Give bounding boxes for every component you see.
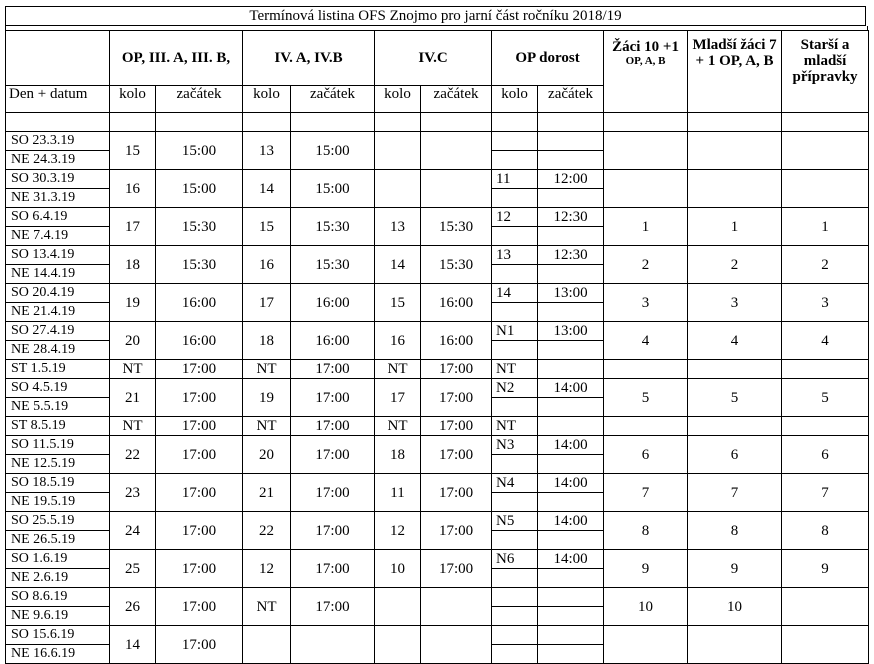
kolo-cell: 10 bbox=[375, 550, 421, 588]
dorost-time-cell bbox=[538, 588, 604, 607]
time-cell: 17:00 bbox=[421, 417, 492, 436]
time-cell: 17:00 bbox=[421, 550, 492, 588]
mladsi-zaci-cell: 5 bbox=[688, 379, 782, 417]
time-cell: 17:00 bbox=[156, 512, 243, 550]
kolo-cell: 16 bbox=[375, 322, 421, 360]
date-sunday: NE 7.4.19 bbox=[6, 227, 110, 246]
dorost-kolo-cell: N2 bbox=[492, 379, 538, 398]
dorost-time-cell bbox=[538, 132, 604, 151]
pripravky-cell: 8 bbox=[782, 512, 869, 550]
dorost-time-cell: 14:00 bbox=[538, 474, 604, 493]
schedule-row bbox=[6, 170, 869, 189]
zaci-cell: 7 bbox=[604, 474, 688, 512]
dorost-kolo-cell: N6 bbox=[492, 550, 538, 569]
pripravky-cell bbox=[782, 170, 869, 208]
kolo-cell: 17 bbox=[110, 208, 156, 246]
dorost-time-empty bbox=[538, 341, 604, 360]
schedule-row bbox=[6, 588, 869, 607]
time-cell: 15:30 bbox=[156, 208, 243, 246]
date-weekday: ST 8.5.19 bbox=[6, 417, 110, 436]
schedule-row bbox=[6, 284, 869, 303]
dorost-time-empty bbox=[538, 417, 604, 436]
mladsi-zaci-cell: 6 bbox=[688, 436, 782, 474]
document-title: Termínová listina OFS Znojmo pro jarní část ročníku 2018/19 bbox=[5, 6, 866, 26]
kolo-cell: 22 bbox=[243, 512, 291, 550]
date-sunday: NE 16.6.19 bbox=[6, 645, 110, 664]
time-cell: 17:00 bbox=[156, 379, 243, 417]
kolo-cell: 22 bbox=[110, 436, 156, 474]
dorost-time-cell: 14:00 bbox=[538, 512, 604, 531]
header-kolo: kolo bbox=[243, 86, 291, 113]
zaci-cell: 3 bbox=[604, 284, 688, 322]
time-cell: 17:00 bbox=[421, 474, 492, 512]
header-pripravky: Starší a mladší přípravky bbox=[782, 31, 869, 113]
mladsi-zaci-empty bbox=[688, 417, 782, 436]
dorost-kolo-cell: N1 bbox=[492, 322, 538, 341]
kolo-cell: NT bbox=[110, 417, 156, 436]
zaci-cell bbox=[604, 626, 688, 664]
mladsi-zaci-cell: 7 bbox=[688, 474, 782, 512]
schedule-row bbox=[6, 322, 869, 341]
header-iv-c: IV.C bbox=[375, 31, 492, 86]
zaci-cell: 6 bbox=[604, 436, 688, 474]
dorost-time-empty bbox=[538, 569, 604, 588]
mladsi-zaci-cell: 3 bbox=[688, 284, 782, 322]
dorost-time-empty bbox=[538, 227, 604, 246]
dorost-time-empty bbox=[538, 303, 604, 322]
dorost-time-cell bbox=[538, 626, 604, 645]
dorost-time-cell: 13:00 bbox=[538, 322, 604, 341]
kolo-cell: 12 bbox=[375, 512, 421, 550]
time-cell: 16:00 bbox=[156, 322, 243, 360]
time-cell: 15:00 bbox=[291, 132, 375, 170]
kolo-cell: 13 bbox=[243, 132, 291, 170]
kolo-cell: NT bbox=[243, 360, 291, 379]
kolo-cell: NT bbox=[110, 360, 156, 379]
header-zacatek: začátek bbox=[538, 86, 604, 113]
dorost-kolo-cell: 11 bbox=[492, 170, 538, 189]
date-sunday: NE 5.5.19 bbox=[6, 398, 110, 417]
header-den-datum: Den + datum bbox=[6, 86, 110, 113]
pripravky-cell: 6 bbox=[782, 436, 869, 474]
time-cell: 16:00 bbox=[156, 284, 243, 322]
dorost-time-cell: 14:00 bbox=[538, 436, 604, 455]
pripravky-cell bbox=[782, 132, 869, 170]
date-sunday: NE 14.4.19 bbox=[6, 265, 110, 284]
dorost-time-empty bbox=[538, 493, 604, 512]
mladsi-zaci-cell: 9 bbox=[688, 550, 782, 588]
time-cell: 15:30 bbox=[421, 246, 492, 284]
dorost-kolo-empty bbox=[492, 455, 538, 474]
time-cell: 17:00 bbox=[421, 512, 492, 550]
time-cell: 15:00 bbox=[156, 170, 243, 208]
pripravky-empty bbox=[782, 417, 869, 436]
date-sunday: NE 31.3.19 bbox=[6, 189, 110, 208]
dorost-time-empty bbox=[538, 455, 604, 474]
date-sunday: NE 19.5.19 bbox=[6, 493, 110, 512]
dorost-kolo-empty bbox=[492, 265, 538, 284]
schedule-row bbox=[6, 246, 869, 265]
kolo-cell: 25 bbox=[110, 550, 156, 588]
date-saturday: SO 13.4.19 bbox=[6, 246, 110, 265]
date-saturday: SO 27.4.19 bbox=[6, 322, 110, 341]
schedule-row bbox=[6, 208, 869, 227]
time-cell bbox=[291, 626, 375, 664]
time-cell bbox=[421, 132, 492, 170]
kolo-cell: 11 bbox=[375, 474, 421, 512]
pripravky-empty bbox=[782, 360, 869, 379]
pripravky-cell: 9 bbox=[782, 550, 869, 588]
mladsi-zaci-cell: 2 bbox=[688, 246, 782, 284]
date-saturday: SO 18.5.19 bbox=[6, 474, 110, 493]
date-saturday: SO 11.5.19 bbox=[6, 436, 110, 455]
date-saturday: SO 20.4.19 bbox=[6, 284, 110, 303]
mladsi-zaci-cell: 1 bbox=[688, 208, 782, 246]
pripravky-cell bbox=[782, 588, 869, 626]
zaci-cell bbox=[604, 132, 688, 170]
time-cell: 16:00 bbox=[421, 284, 492, 322]
kolo-cell: 21 bbox=[243, 474, 291, 512]
zaci-empty bbox=[604, 360, 688, 379]
time-cell: 17:00 bbox=[156, 588, 243, 626]
kolo-cell: 19 bbox=[243, 379, 291, 417]
dorost-time-cell: 14:00 bbox=[538, 550, 604, 569]
time-cell: 17:00 bbox=[156, 417, 243, 436]
pripravky-cell: 5 bbox=[782, 379, 869, 417]
time-cell: 17:00 bbox=[156, 436, 243, 474]
time-cell: 16:00 bbox=[291, 284, 375, 322]
header-kolo: kolo bbox=[492, 86, 538, 113]
kolo-cell bbox=[375, 132, 421, 170]
mladsi-zaci-cell bbox=[688, 626, 782, 664]
kolo-cell: 15 bbox=[375, 284, 421, 322]
mladsi-zaci-cell bbox=[688, 132, 782, 170]
kolo-cell bbox=[375, 170, 421, 208]
kolo-cell: 16 bbox=[243, 246, 291, 284]
dorost-kolo-cell: 14 bbox=[492, 284, 538, 303]
time-cell: 17:00 bbox=[291, 417, 375, 436]
time-cell: 17:00 bbox=[291, 512, 375, 550]
schedule-table bbox=[5, 30, 869, 664]
header-op-dorost: OP dorost bbox=[492, 31, 604, 86]
dorost-time-cell: 12:30 bbox=[538, 208, 604, 227]
kolo-cell bbox=[375, 588, 421, 626]
time-cell: 17:00 bbox=[291, 588, 375, 626]
dorost-kolo-cell: NT bbox=[492, 417, 538, 436]
kolo-cell: 17 bbox=[375, 379, 421, 417]
dorost-kolo-cell: N5 bbox=[492, 512, 538, 531]
dorost-kolo-empty bbox=[492, 645, 538, 664]
dorost-time-cell: 12:00 bbox=[538, 170, 604, 189]
dorost-time-empty bbox=[538, 265, 604, 284]
dorost-kolo-cell: 12 bbox=[492, 208, 538, 227]
dorost-kolo-cell: 13 bbox=[492, 246, 538, 265]
time-cell: 15:00 bbox=[156, 132, 243, 170]
pripravky-cell: 1 bbox=[782, 208, 869, 246]
pripravky-cell: 3 bbox=[782, 284, 869, 322]
time-cell: 17:00 bbox=[156, 474, 243, 512]
time-cell bbox=[421, 170, 492, 208]
kolo-cell: NT bbox=[243, 417, 291, 436]
dorost-time-empty bbox=[538, 360, 604, 379]
kolo-cell: 14 bbox=[243, 170, 291, 208]
kolo-cell: 15 bbox=[110, 132, 156, 170]
date-saturday: SO 25.5.19 bbox=[6, 512, 110, 531]
zaci-cell bbox=[604, 170, 688, 208]
time-cell: 15:30 bbox=[291, 246, 375, 284]
kolo-cell: 14 bbox=[375, 246, 421, 284]
kolo-cell: 13 bbox=[375, 208, 421, 246]
date-sunday: NE 2.6.19 bbox=[6, 569, 110, 588]
kolo-cell bbox=[375, 626, 421, 664]
zaci-cell: 5 bbox=[604, 379, 688, 417]
kolo-cell bbox=[243, 626, 291, 664]
kolo-cell: 20 bbox=[243, 436, 291, 474]
dorost-kolo-empty bbox=[492, 398, 538, 417]
schedule-row bbox=[6, 132, 869, 151]
date-weekday: ST 1.5.19 bbox=[6, 360, 110, 379]
kolo-cell: 17 bbox=[243, 284, 291, 322]
dorost-time-cell: 12:30 bbox=[538, 246, 604, 265]
time-cell: 16:00 bbox=[421, 322, 492, 360]
mladsi-zaci-cell: 4 bbox=[688, 322, 782, 360]
date-sunday: NE 9.6.19 bbox=[6, 607, 110, 626]
dorost-kolo-empty bbox=[492, 531, 538, 550]
date-saturday: SO 30.3.19 bbox=[6, 170, 110, 189]
dorost-time-empty bbox=[538, 531, 604, 550]
kolo-cell: 21 bbox=[110, 379, 156, 417]
header-zaci-line2: OP, A, B bbox=[625, 55, 666, 67]
date-sunday: NE 26.5.19 bbox=[6, 531, 110, 550]
time-cell: 17:00 bbox=[291, 436, 375, 474]
dorost-kolo-cell bbox=[492, 588, 538, 607]
time-cell: 16:00 bbox=[291, 322, 375, 360]
schedule-row bbox=[6, 436, 869, 455]
schedule-sheet bbox=[5, 6, 868, 661]
kolo-cell: 18 bbox=[110, 246, 156, 284]
mladsi-zaci-empty bbox=[688, 360, 782, 379]
time-cell bbox=[421, 626, 492, 664]
kolo-cell: 16 bbox=[110, 170, 156, 208]
mladsi-zaci-cell bbox=[688, 170, 782, 208]
header-row-groups bbox=[6, 31, 869, 86]
date-saturday: SO 23.3.19 bbox=[6, 132, 110, 151]
kolo-cell: 14 bbox=[110, 626, 156, 664]
date-saturday: SO 8.6.19 bbox=[6, 588, 110, 607]
dorost-time-empty bbox=[538, 645, 604, 664]
header-zaci bbox=[604, 31, 688, 113]
header-iv-ab: IV. A, IV.B bbox=[243, 31, 375, 86]
schedule-row bbox=[6, 550, 869, 569]
dorost-kolo-cell: N4 bbox=[492, 474, 538, 493]
pripravky-cell: 2 bbox=[782, 246, 869, 284]
kolo-cell: 24 bbox=[110, 512, 156, 550]
header-zaci-line1: Žáci 10 +1 bbox=[612, 39, 679, 55]
time-cell: 17:00 bbox=[156, 550, 243, 588]
header-zacatek: začátek bbox=[156, 86, 243, 113]
kolo-cell: 23 bbox=[110, 474, 156, 512]
dorost-kolo-empty bbox=[492, 303, 538, 322]
kolo-cell: NT bbox=[375, 360, 421, 379]
kolo-cell: 19 bbox=[110, 284, 156, 322]
date-saturday: SO 4.5.19 bbox=[6, 379, 110, 398]
header-kolo: kolo bbox=[110, 86, 156, 113]
time-cell: 17:00 bbox=[421, 360, 492, 379]
dorost-kolo-cell bbox=[492, 132, 538, 151]
header-op-iii: OP, III. A, III. B, bbox=[110, 31, 243, 86]
time-cell: 15:30 bbox=[291, 208, 375, 246]
dorost-kolo-empty bbox=[492, 227, 538, 246]
schedule-row bbox=[6, 474, 869, 493]
time-cell: 17:00 bbox=[291, 474, 375, 512]
pripravky-cell: 4 bbox=[782, 322, 869, 360]
zaci-cell: 4 bbox=[604, 322, 688, 360]
schedule-row bbox=[6, 379, 869, 398]
time-cell: 17:00 bbox=[421, 379, 492, 417]
zaci-cell: 2 bbox=[604, 246, 688, 284]
kolo-cell: NT bbox=[375, 417, 421, 436]
time-cell: 15:00 bbox=[291, 170, 375, 208]
dorost-time-cell: 13:00 bbox=[538, 284, 604, 303]
zaci-cell: 8 bbox=[604, 512, 688, 550]
dorost-time-empty bbox=[538, 607, 604, 626]
kolo-cell: 18 bbox=[243, 322, 291, 360]
time-cell: 17:00 bbox=[291, 379, 375, 417]
dorost-kolo-cell: N3 bbox=[492, 436, 538, 455]
pripravky-cell: 7 bbox=[782, 474, 869, 512]
spacer-row bbox=[6, 113, 869, 132]
kolo-cell: 26 bbox=[110, 588, 156, 626]
dorost-kolo-cell: NT bbox=[492, 360, 538, 379]
pripravky-cell bbox=[782, 626, 869, 664]
date-saturday: SO 6.4.19 bbox=[6, 208, 110, 227]
time-cell: 17:00 bbox=[156, 626, 243, 664]
zaci-cell: 1 bbox=[604, 208, 688, 246]
header-zacatek: začátek bbox=[291, 86, 375, 113]
time-cell bbox=[421, 588, 492, 626]
zaci-empty bbox=[604, 417, 688, 436]
dorost-kolo-empty bbox=[492, 569, 538, 588]
dorost-kolo-empty bbox=[492, 607, 538, 626]
header-zacatek: začátek bbox=[421, 86, 492, 113]
dorost-kolo-empty bbox=[492, 493, 538, 512]
time-cell: 17:00 bbox=[291, 550, 375, 588]
time-cell: 17:00 bbox=[156, 360, 243, 379]
mladsi-zaci-cell: 8 bbox=[688, 512, 782, 550]
zaci-cell: 9 bbox=[604, 550, 688, 588]
time-cell: 17:00 bbox=[291, 360, 375, 379]
date-sunday: NE 24.3.19 bbox=[6, 151, 110, 170]
dorost-kolo-empty bbox=[492, 341, 538, 360]
zaci-cell: 10 bbox=[604, 588, 688, 626]
date-sunday: NE 21.4.19 bbox=[6, 303, 110, 322]
date-saturday: SO 15.6.19 bbox=[6, 626, 110, 645]
schedule-row bbox=[6, 512, 869, 531]
header-empty bbox=[6, 31, 110, 86]
kolo-cell: 18 bbox=[375, 436, 421, 474]
dorost-time-cell: 14:00 bbox=[538, 379, 604, 398]
header-mladsi-zaci: Mladší žáci 7 + 1 OP, A, B bbox=[688, 31, 782, 113]
dorost-time-empty bbox=[538, 398, 604, 417]
dorost-kolo-cell bbox=[492, 626, 538, 645]
date-sunday: NE 28.4.19 bbox=[6, 341, 110, 360]
kolo-cell: NT bbox=[243, 588, 291, 626]
dorost-kolo-empty bbox=[492, 189, 538, 208]
date-sunday: NE 12.5.19 bbox=[6, 455, 110, 474]
date-saturday: SO 1.6.19 bbox=[6, 550, 110, 569]
time-cell: 15:30 bbox=[421, 208, 492, 246]
dorost-time-empty bbox=[538, 189, 604, 208]
dorost-time-empty bbox=[538, 151, 604, 170]
schedule-row-weekday bbox=[6, 417, 869, 436]
time-cell: 17:00 bbox=[421, 436, 492, 474]
header-kolo: kolo bbox=[375, 86, 421, 113]
time-cell: 15:30 bbox=[156, 246, 243, 284]
kolo-cell: 15 bbox=[243, 208, 291, 246]
mladsi-zaci-cell: 10 bbox=[688, 588, 782, 626]
dorost-kolo-empty bbox=[492, 151, 538, 170]
kolo-cell: 12 bbox=[243, 550, 291, 588]
kolo-cell: 20 bbox=[110, 322, 156, 360]
schedule-row-weekday bbox=[6, 360, 869, 379]
schedule-row bbox=[6, 626, 869, 645]
